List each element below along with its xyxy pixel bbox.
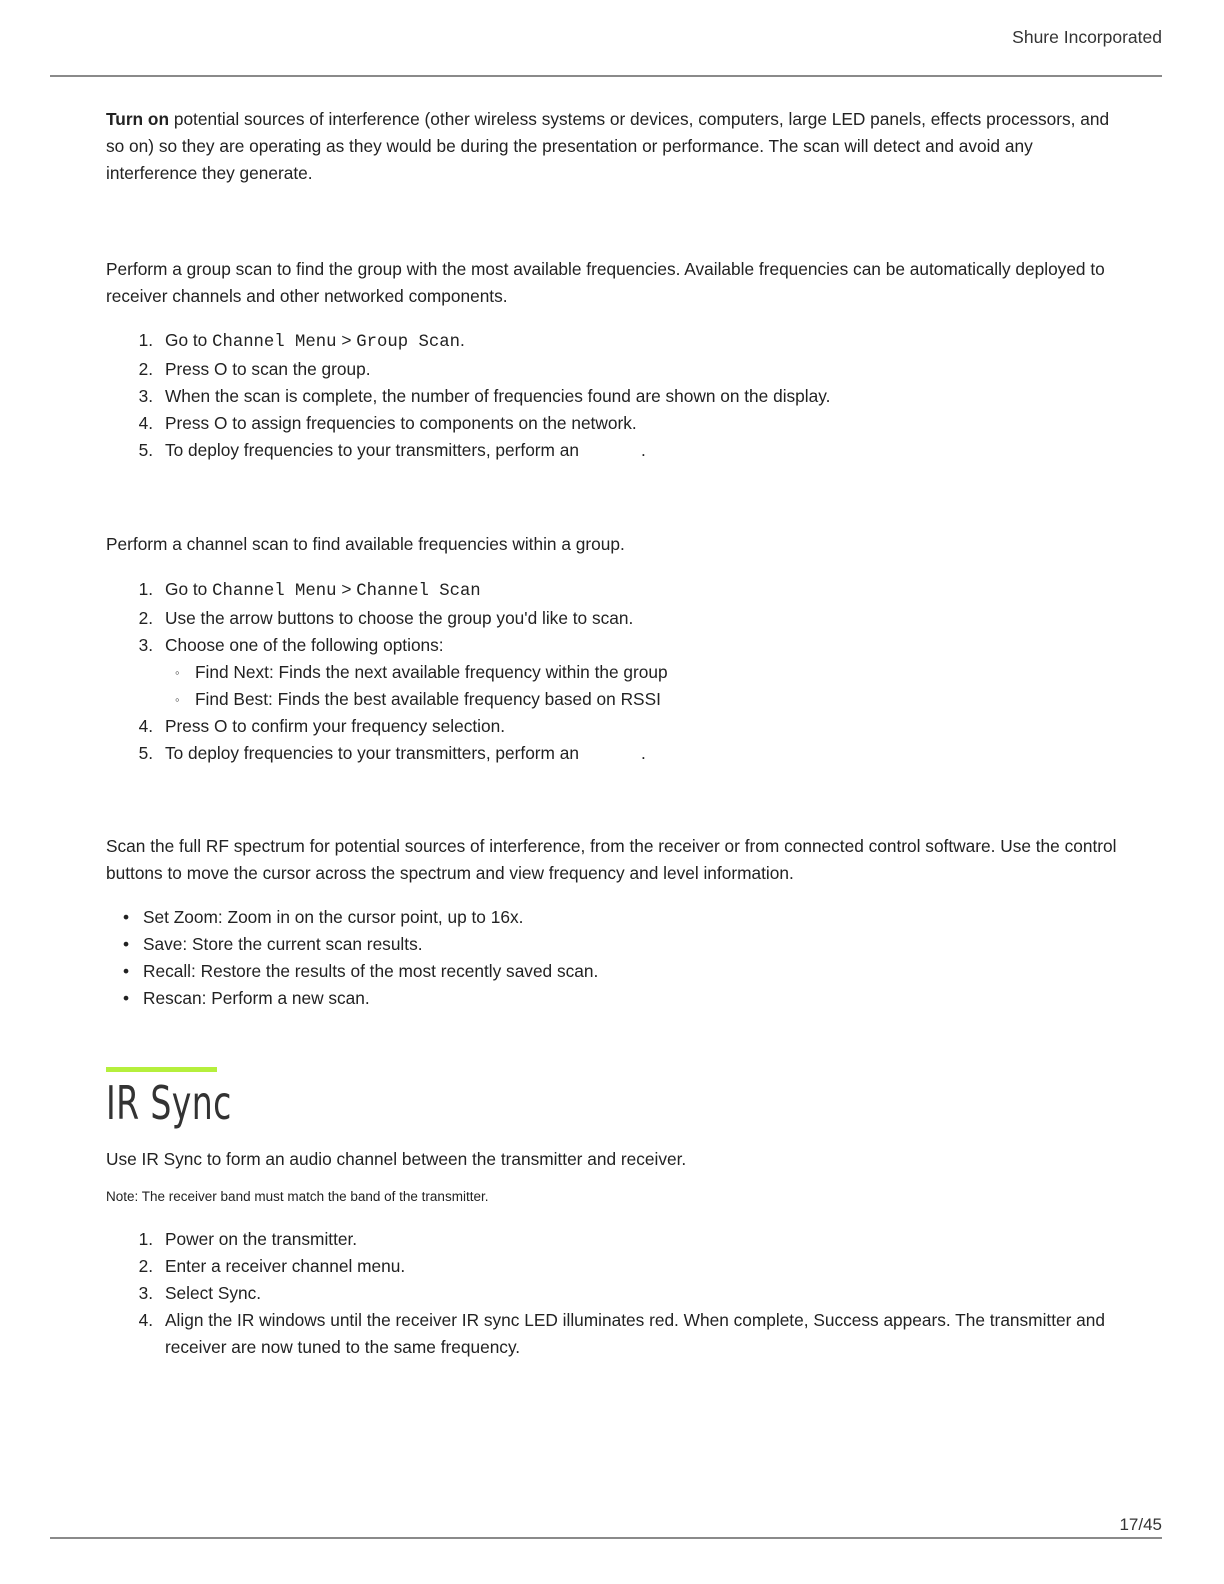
channel-scan-options xyxy=(106,659,1118,713)
ir-sync-note: Note: The receiver band must match the band of the transmitter. xyxy=(106,1189,489,1204)
list-item: 4. Press O to assign frequencies to components on the network. xyxy=(138,413,637,433)
intro-bold: Turn on xyxy=(106,109,170,129)
bullet-icon: • xyxy=(123,961,130,981)
intro-paragraph xyxy=(106,106,1118,187)
ir-sync-paragraph: Use IR Sync to form an audio channel between the transmitter and receiver. xyxy=(106,1149,687,1169)
list-item: 1. Power on the transmitter. xyxy=(138,1229,358,1249)
circle-bullet-icon: ◦ xyxy=(175,665,180,680)
intro-text: potential sources of interference (other wireless systems or devices, computers, large LED panels, effects processors, and so on) so they are operating as they would be during the presentation or performance. The scan will detect and avoid any interference they generate. xyxy=(106,109,1110,183)
group-scan-paragraph: Perform a group scan to find the group with the most available frequencies. Available frequencies can be automatically deployed to receiver channels and other networked components. xyxy=(106,259,1105,306)
list-item: ◦ Find Best: Finds the best available frequency based on RSSI xyxy=(106,686,1118,713)
list-item: 2. Press O to scan the group. xyxy=(138,359,371,379)
header-divider xyxy=(50,75,1162,77)
list-item: 5. To deploy frequencies to your transmitters, perform an . xyxy=(138,743,646,763)
page-number: 17/45 xyxy=(1119,1515,1162,1534)
bullet-icon: • xyxy=(123,934,130,954)
list-item: 1. Go to Channel Menu > Group Scan. xyxy=(138,330,465,352)
list-item: 4. Align the IR windows until the receiver IR sync LED illuminates red. When complete, Success appears. The transmitter and receiver are now tuned to the same frequency. xyxy=(138,1310,1106,1357)
list-item: • Set Zoom: Zoom in on the cursor point, up to 16x. xyxy=(106,904,1118,931)
footer-divider xyxy=(50,1537,1162,1539)
group-scan-steps xyxy=(106,327,1118,464)
list-item: 3. Select Sync. xyxy=(138,1283,262,1303)
bullet-icon: • xyxy=(123,988,130,1008)
channel-scan-paragraph: Perform a channel scan to find available frequencies within a group. xyxy=(106,534,625,554)
list-item: 1. Go to Channel Menu > Channel Scan xyxy=(138,579,481,601)
list-item: • Save: Store the current scan results. xyxy=(106,931,1118,958)
list-item: 2. Enter a receiver channel menu. xyxy=(138,1256,406,1276)
spectrum-paragraph: Scan the full RF spectrum for potential sources of interference, from the receiver or from connected control software. Use the control buttons to move the cursor across the spectrum and view frequency and level information. xyxy=(106,836,1117,883)
company-name: Shure Incorporated xyxy=(1012,27,1162,47)
spectrum-controls-list xyxy=(106,904,1118,1012)
list-item: 4. Press O to confirm your frequency selection. xyxy=(138,716,506,736)
menu-path-channel-menu: Channel Menu xyxy=(212,582,337,601)
menu-path-group-scan: Group Scan xyxy=(356,333,460,352)
section-title: IR Sync xyxy=(106,1076,232,1130)
heading-accent-bar xyxy=(106,1067,217,1072)
list-item: • Recall: Restore the results of the most recently saved scan. xyxy=(106,958,1118,985)
menu-path-channel-scan: Channel Scan xyxy=(356,582,481,601)
bullet-icon: • xyxy=(123,907,130,927)
menu-path-channel-menu: Channel Menu xyxy=(212,333,337,352)
circle-bullet-icon: ◦ xyxy=(175,692,180,707)
list-item: • Rescan: Perform a new scan. xyxy=(106,985,1118,1012)
list-item: 2. Use the arrow buttons to choose the group you'd like to scan. xyxy=(138,608,634,628)
list-item: 5. To deploy frequencies to your transmitters, perform an . xyxy=(138,440,646,460)
list-item: ◦ Find Next: Finds the next available frequency within the group xyxy=(106,659,1118,686)
ir-sync-steps xyxy=(106,1226,1118,1361)
list-item: 3. When the scan is complete, the number of frequencies found are shown on the display. xyxy=(138,386,831,406)
list-item: 3. Choose one of the following options: xyxy=(138,635,444,655)
channel-scan-steps xyxy=(106,576,1118,767)
